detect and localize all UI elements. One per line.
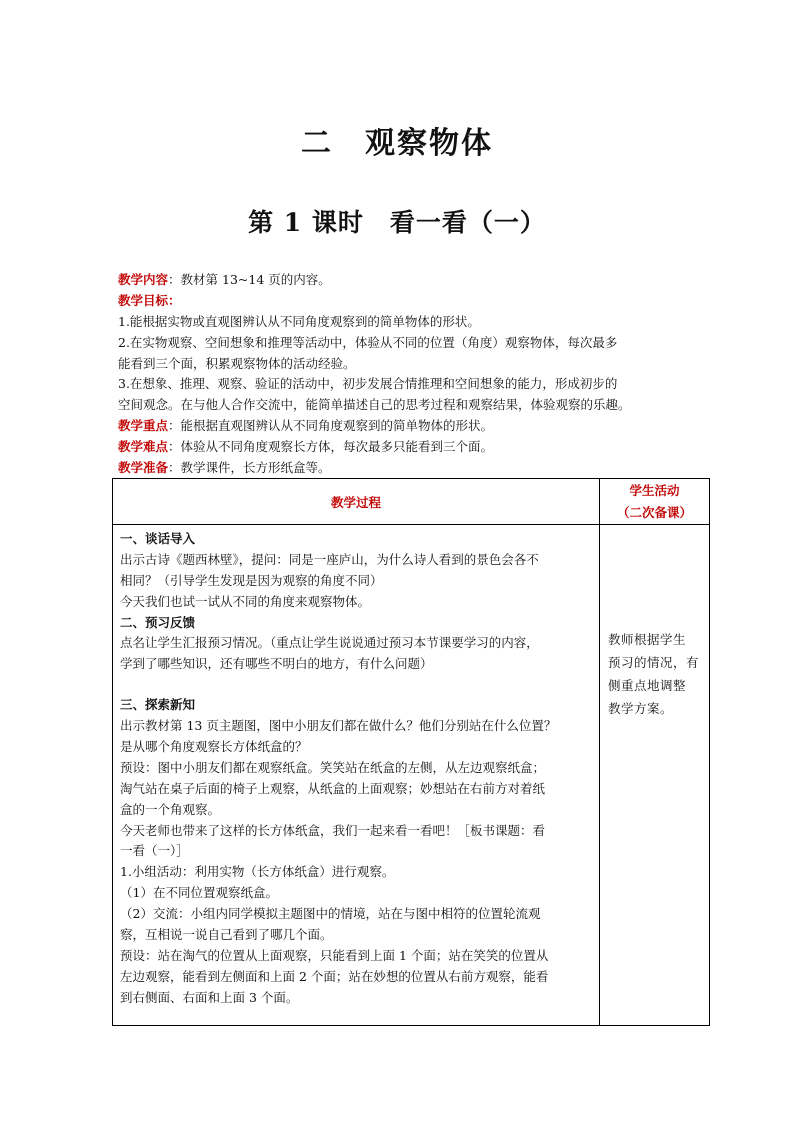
key-point-text: ：能根据直观图辨认从不同角度观察到的简单物体的形状。	[168, 418, 494, 434]
process-line: 察，互相说一说自己看到了哪几个面。	[120, 927, 333, 943]
content-line	[118, 270, 698, 291]
header-process-label: 教学过程	[330, 494, 381, 510]
goal-colon: ：	[168, 292, 181, 308]
table-body-row	[113, 525, 710, 1026]
goal-label: 教学目标	[118, 292, 169, 308]
goal-item: 空间观念。在与他人合作交流中，能简单描述自己的思考过程和观察结果，体验观察的乐趣。	[118, 397, 631, 413]
process-line: 出示古诗《题西林壁》，提问：同是一座庐山，为什么诗人看到的景色会各不	[120, 551, 539, 567]
header-activity-line-2: （二次备课）	[616, 504, 692, 520]
side-note-line: 教师根据学生	[608, 632, 687, 647]
process-line: 预设：站在淘气的位置从上面观察，只能看到上面 1 个面；站在笑笑的位置从	[120, 947, 549, 963]
chapter-title: 二 观察物体	[301, 126, 493, 161]
side-note-line: 侧重点地调整	[608, 678, 687, 693]
process-line: 1.小组活动：利用实物（长方体纸盒）进行观察。	[120, 864, 395, 880]
process-line: 学到了哪些知识，还有哪些不明白的地方，有什么问题）	[120, 656, 433, 672]
process-line: 到右侧面、右面和上面 3 个面。	[120, 989, 299, 1005]
difficulty-label: 教学难点	[118, 439, 169, 455]
side-note-line: 预习的情况，有	[608, 655, 700, 670]
section-heading: 二、预习反馈	[120, 614, 196, 630]
goal-item: 能看到三个面，积累观察物体的活动经验。	[118, 355, 356, 371]
preparation-label: 教学准备	[118, 460, 169, 476]
table-header-row	[113, 479, 710, 525]
process-line: 点名让学生汇报预习情况。（重点让学生说说通过预习本节课要学习的内容，	[120, 635, 539, 651]
goal-item: 1.能根据实物或直观图辨认从不同角度观察到的简单物体的形状。	[118, 313, 480, 329]
goal-heading	[118, 291, 698, 312]
key-point-line	[118, 416, 698, 437]
process-line: 今天我们也试一试从不同的角度来观察物体。	[120, 593, 371, 609]
activity-cell	[600, 525, 710, 1026]
header-activity	[600, 479, 710, 525]
section-heading: 三、探索新知	[120, 697, 196, 713]
process-cell	[113, 525, 600, 1026]
content-text: ：教材第 13~14 页的内容。	[168, 272, 331, 287]
difficulty-text: ：体验从不同角度观察长方体，每次最多只能看到三个面。	[168, 439, 494, 455]
header-process	[113, 479, 600, 525]
preparation-line	[118, 458, 698, 479]
lesson-plan-table	[112, 478, 710, 1026]
process-line: 一看（一）］	[120, 843, 189, 859]
side-note-line: 教学方案。	[608, 701, 674, 716]
preparation-text: ：教学课件，长方形纸盒等。	[168, 460, 331, 476]
section-heading: 一、谈话导入	[120, 531, 196, 546]
header-activity-line-1: 学生活动	[629, 482, 680, 498]
process-line: 盒的一个角观察。	[120, 801, 221, 817]
difficulty-line	[118, 437, 698, 458]
process-line: 今天老师也带来了这样的长方体纸盒，我们一起来看一看吧！［板书课题：看	[120, 822, 546, 838]
goal-item: 2.在实物观察、空间想象和推理等活动中，体验从不同的位置（角度）观察物体，每次最多	[118, 334, 618, 350]
spacer	[120, 675, 594, 695]
goal-item: 3.在想象、推理、观察、验证的活动中，初步发展合情推理和空间想象的能力，形成初步的	[118, 376, 618, 392]
lesson-meta	[118, 270, 698, 479]
key-point-label: 教学重点	[118, 418, 169, 434]
process-line: 是从哪个角度观察长方体纸盒的？	[120, 739, 308, 755]
content-label: 教学内容	[118, 272, 169, 287]
process-line: 相同？（引导学生发现是因为观察的角度不同）	[120, 572, 383, 588]
lesson-title: 第 1 课时 看一看（一）	[248, 208, 546, 237]
process-line: （1）在不同位置观察纸盒。	[120, 885, 278, 901]
process-line: 预设：图中小朋友们都在观察纸盒。笑笑站在纸盒的左侧，从左边观察纸盒；	[120, 759, 546, 775]
process-line: 淘气站在桌子后面的椅子上观察，从纸盒的上面观察；妙想站在右前方对着纸	[120, 780, 546, 796]
process-line: （2）交流：小组内同学模拟主题图中的情境，站在与图中相符的位置轮流观	[120, 906, 541, 922]
process-line: 出示教材第 13 页主题图，图中小朋友们都在做什么？他们分别站在什么位置？	[120, 718, 557, 734]
process-line: 左边观察，能看到左侧面和上面 2 个面；站在妙想的位置从右前方观察，能看	[120, 968, 549, 984]
